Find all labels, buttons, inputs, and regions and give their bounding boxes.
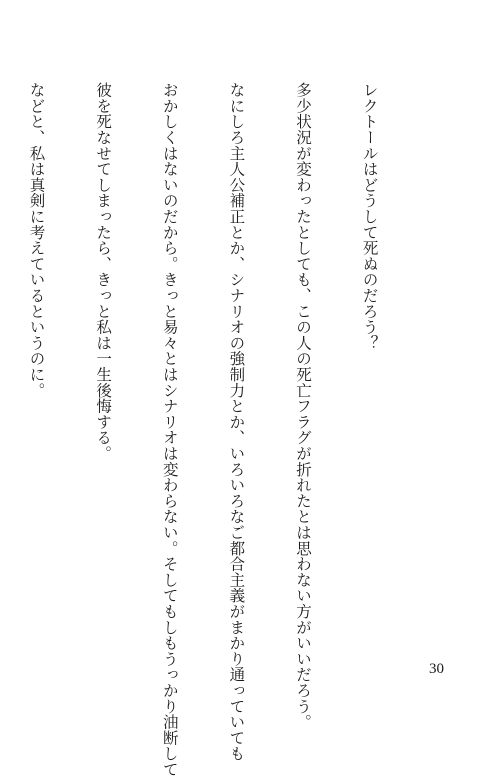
text-line: などと、私は真剣に考えているというのに。: [27, 82, 46, 398]
body-text: [0, 82, 425, 777]
text-line: おかしくはないのだから。きっと易々とはシナリオは変わらない。そしてもしもうっかり油断して: [160, 82, 179, 777]
text-line: 多少状況が変わったとしても、この人の死亡フラグが折れたとは思わない方がいいだろう。: [293, 82, 312, 730]
text-line: なにしろ主人公補正とか、シナリオの強制力とか、いろいろなご都合主義がまかり通っていても: [227, 82, 246, 762]
page-number: 30: [429, 661, 444, 677]
text-line: レクトールはどうして死ぬのだろう？: [360, 82, 379, 351]
text-line: 彼を死なせてしまったら、きっと私は一生後悔する。: [94, 82, 113, 462]
